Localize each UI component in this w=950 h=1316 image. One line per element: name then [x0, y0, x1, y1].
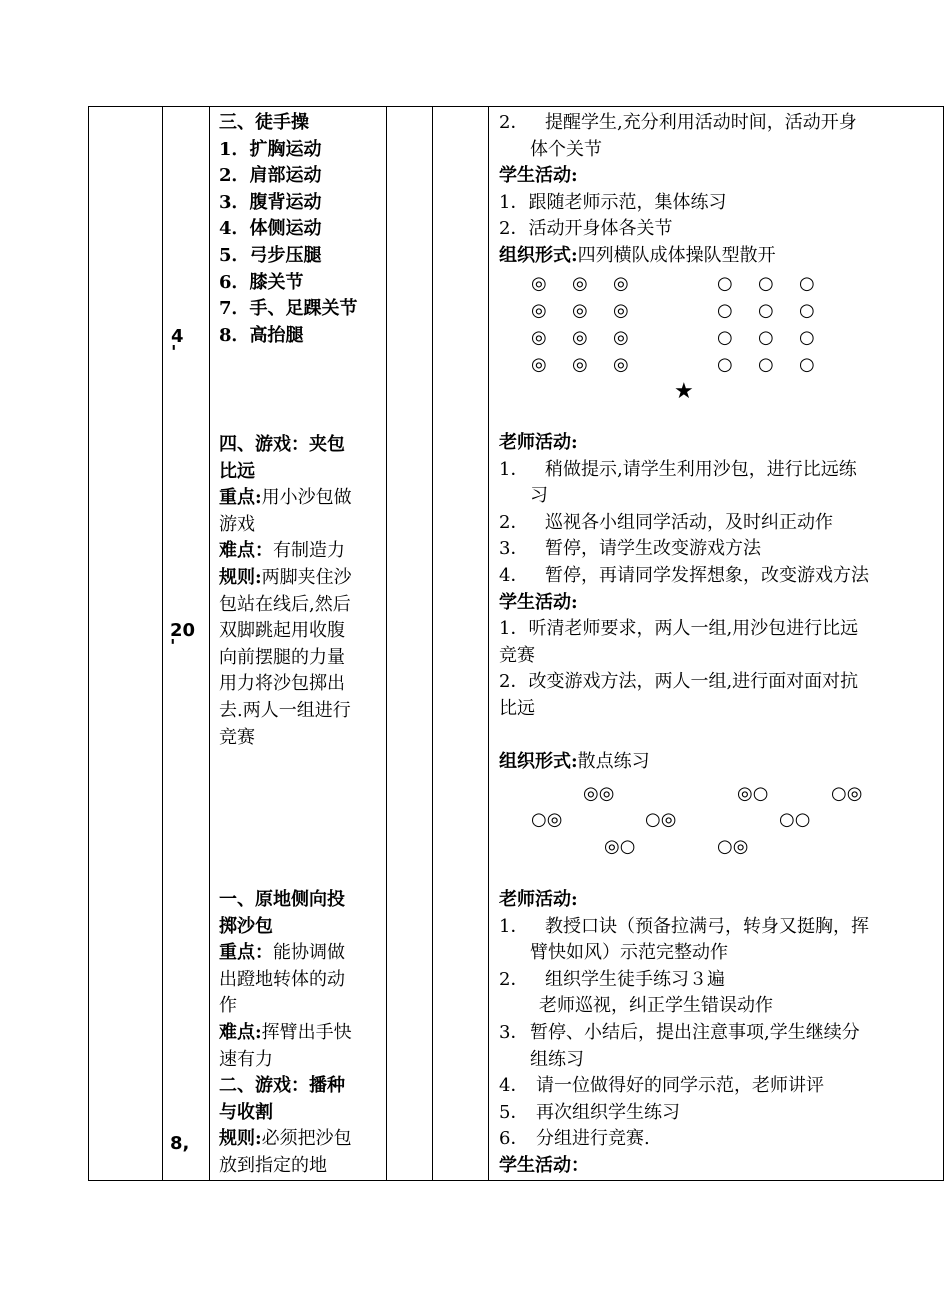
text-line: 包站在线后,然后 — [219, 593, 351, 615]
text: 必须把沙包 — [261, 1128, 352, 1150]
teacher-item — [499, 967, 941, 994]
item-number: 2． — [499, 968, 529, 990]
student-marker-icon: ○ — [717, 354, 733, 375]
time-value: 20 — [170, 620, 196, 641]
text: 两脚夹住沙 — [261, 566, 352, 588]
table-border-right — [943, 106, 944, 1181]
student-marker-icon: ○ — [799, 354, 815, 375]
time-value: 8, — [170, 1133, 190, 1154]
item-text: 巡视各小组同学活动，及时纠正动作 — [545, 511, 833, 533]
item-text: 暂停、小结后，提出注意事项,学生继续分 — [530, 1021, 860, 1043]
student-item: 1．听清老师要求，两人一组,用沙包进行比远 — [499, 618, 859, 640]
label: 重点： — [219, 942, 273, 964]
item-number: 6． — [499, 1128, 529, 1150]
text-line: 速有力 — [219, 1048, 273, 1070]
teacher-item — [499, 563, 941, 590]
student-marker-icon: ○ — [758, 327, 774, 348]
student-marker-icon: ○ — [717, 327, 733, 348]
table-divider-1 — [162, 106, 163, 1181]
student-marker-icon: ○ — [758, 300, 774, 321]
student-item: 比远 — [499, 697, 535, 719]
text-line: 竞赛 — [219, 726, 255, 748]
teacher-item — [499, 510, 941, 537]
item-continuation: 习 — [530, 485, 548, 507]
item-text: 提醒学生,充分利用活动时间，活动开身 — [545, 112, 857, 133]
rule — [219, 1126, 385, 1153]
student-marker-icon: ◎ — [572, 300, 588, 321]
item-text: 组织学生徒手练习３遍 — [545, 968, 725, 990]
time-cell-1 — [171, 327, 184, 363]
text: 四列横队成体操队型散开 — [577, 244, 776, 266]
section-title: 二、游戏：播种 — [219, 1075, 345, 1097]
text-line: 放到指定的地 — [219, 1154, 327, 1176]
spacer — [499, 723, 941, 750]
student-activity-label: 学生活动： — [499, 1154, 589, 1176]
exercise-item: 8．高抬腿 — [219, 324, 304, 346]
activities-column — [499, 430, 941, 776]
exercise-item: 1．扩胸运动 — [219, 138, 322, 160]
section-title: 一、原地侧向投 — [219, 889, 345, 910]
content-column — [219, 110, 385, 349]
scatter-pair: ◎○ — [604, 836, 636, 857]
exercise-item: 2．肩部运动 — [219, 165, 322, 187]
time-cell-3 — [170, 1134, 189, 1154]
key-point — [219, 940, 385, 967]
item-number: 2． — [499, 112, 529, 133]
teacher-item — [499, 1073, 941, 1100]
text-line: 出蹬地转体的动 — [219, 968, 345, 990]
item-text: 暂停，请学生改变游戏方法 — [545, 538, 761, 560]
item-text: 教授口诀（预备拉满弓，转身又挺胸，挥 — [545, 915, 869, 937]
exercise-item: 5．弓步压腿 — [219, 244, 322, 266]
student-marker-icon: ◎ — [613, 354, 629, 375]
item-continuation: 老师巡视，纠正学生错误动作 — [539, 995, 773, 1017]
rule — [219, 565, 385, 592]
table-bottom-border — [88, 1180, 944, 1181]
scatter-pair: ○○ — [779, 809, 811, 830]
item-continuation: 组练习 — [530, 1048, 584, 1070]
text: 用小沙包做 — [261, 487, 352, 509]
teacher-item — [499, 457, 941, 484]
activities-column — [499, 887, 941, 1180]
text: 挥臂出手快 — [261, 1021, 352, 1043]
student-marker-icon: ○ — [799, 300, 815, 321]
student-marker-icon: ◎ — [572, 327, 588, 348]
section-title: 掷沙包 — [219, 915, 273, 937]
item-number: 1． — [499, 458, 529, 480]
student-marker-icon: ◎ — [531, 327, 547, 348]
table-top-border — [88, 106, 944, 107]
scatter-pair: ○◎ — [645, 809, 677, 830]
section-title: 四、游戏：夹包 — [219, 434, 345, 455]
organization — [499, 243, 941, 270]
activities-column — [499, 110, 941, 270]
content-column — [219, 887, 385, 1180]
text: 能协调做 — [273, 942, 345, 964]
label: 组织形式: — [499, 244, 578, 266]
student-marker-icon: ○ — [717, 273, 733, 294]
student-marker-icon: ◎ — [613, 273, 629, 294]
student-item: 竞赛 — [499, 644, 535, 666]
organization — [499, 749, 941, 776]
student-marker-icon: ○ — [799, 327, 815, 348]
item-text: 暂停，再请同学发挥想象，改变游戏方法 — [545, 564, 869, 586]
student-marker-icon: ◎ — [572, 354, 588, 375]
item-text: 再次组织学生练习 — [536, 1101, 680, 1123]
student-marker-icon: ◎ — [613, 300, 629, 321]
teacher-item — [499, 110, 941, 137]
student-item: 2．改变游戏方法，两人一组,进行面对面对抗 — [499, 671, 859, 693]
student-activity-label: 学生活动: — [499, 165, 578, 187]
item-continuation: 体个关节 — [530, 138, 602, 160]
item-number: 4． — [499, 564, 529, 586]
item-text: 分组进行竞赛. — [536, 1128, 650, 1150]
student-activity-label: 学生活动: — [499, 591, 578, 613]
item-number: 2． — [499, 511, 529, 533]
table-divider-4 — [432, 106, 433, 1181]
text-line: 向前摆腿的力量 — [219, 646, 345, 668]
student-marker-icon: ◎ — [572, 273, 588, 294]
scatter-pair: ○◎ — [531, 809, 563, 830]
student-marker-icon: ◎ — [613, 327, 629, 348]
label: 组织形式: — [499, 751, 578, 773]
label: 难点： — [219, 540, 273, 562]
text-line: 双脚跳起用收腹 — [219, 620, 345, 642]
label: 规则: — [219, 1128, 262, 1150]
student-marker-icon: ◎ — [531, 273, 547, 294]
student-item: 1．跟随老师示范，集体练习 — [499, 191, 727, 213]
item-number: 1． — [499, 915, 529, 937]
table-divider-2 — [209, 106, 210, 1181]
exercise-item: 7．手、足踝关节 — [219, 298, 358, 320]
label: 规则: — [219, 566, 262, 588]
text-line: 去.两人一组进行 — [219, 699, 351, 721]
teacher-item — [499, 1020, 941, 1047]
item-continuation: 臂快如风）示范完整动作 — [530, 942, 728, 964]
student-marker-icon: ○ — [758, 354, 774, 375]
label: 重点: — [219, 487, 262, 509]
item-number: 4． — [499, 1075, 529, 1097]
text-line: 用力将沙包掷出 — [219, 673, 345, 695]
item-number: 3． — [499, 538, 529, 560]
item-number: 5． — [499, 1101, 529, 1123]
content-column — [219, 432, 385, 751]
section-title: 比远 — [219, 460, 255, 482]
scatter-pair: ○◎ — [831, 783, 863, 804]
difficulty — [219, 1020, 385, 1047]
teacher-item — [499, 1126, 941, 1153]
scatter-pair: ◎○ — [737, 783, 769, 804]
student-marker-icon: ○ — [799, 273, 815, 294]
exercise-item: 4．体侧运动 — [219, 218, 322, 240]
time-value: 4 — [171, 326, 184, 347]
text-line: 作 — [219, 995, 237, 1017]
teacher-star-icon: ★ — [674, 379, 694, 404]
time-unit-mark: ' — [171, 342, 177, 363]
teacher-item — [499, 914, 941, 941]
text: 有制造力 — [273, 540, 345, 562]
table-divider-3 — [386, 106, 387, 1181]
section-title: 三、徒手操 — [219, 112, 309, 133]
section-title: 与收割 — [219, 1101, 273, 1123]
table-border-left — [88, 106, 89, 1181]
difficulty — [219, 538, 385, 565]
student-marker-icon: ◎ — [531, 354, 547, 375]
text: 散点练习 — [577, 751, 650, 773]
item-text: 请一位做得好的同学示范，老师讲评 — [536, 1075, 824, 1097]
exercise-item: 6．膝关节 — [219, 271, 304, 293]
item-number: 3． — [499, 1021, 529, 1043]
student-marker-icon: ○ — [758, 273, 774, 294]
student-item: 2．活动开身体各关节 — [499, 218, 673, 240]
teacher-item — [499, 1100, 941, 1127]
teacher-item — [499, 536, 941, 563]
student-marker-icon: ○ — [717, 300, 733, 321]
table-divider-5 — [488, 106, 489, 1181]
time-cell-2 — [170, 621, 195, 657]
label: 难点: — [219, 1021, 262, 1043]
teacher-activity-label: 老师活动: — [499, 432, 578, 453]
text-line: 游戏 — [219, 513, 255, 535]
item-text: 稍做提示,请学生利用沙包，进行比远练 — [545, 458, 857, 480]
exercise-item: 3．腹背运动 — [219, 191, 322, 213]
teacher-activity-label: 老师活动: — [499, 889, 578, 910]
scatter-pair: ◎◎ — [583, 783, 615, 804]
student-marker-icon: ◎ — [531, 300, 547, 321]
key-point — [219, 485, 385, 512]
scatter-pair: ○◎ — [717, 836, 749, 857]
time-unit-mark: ' — [170, 636, 176, 657]
